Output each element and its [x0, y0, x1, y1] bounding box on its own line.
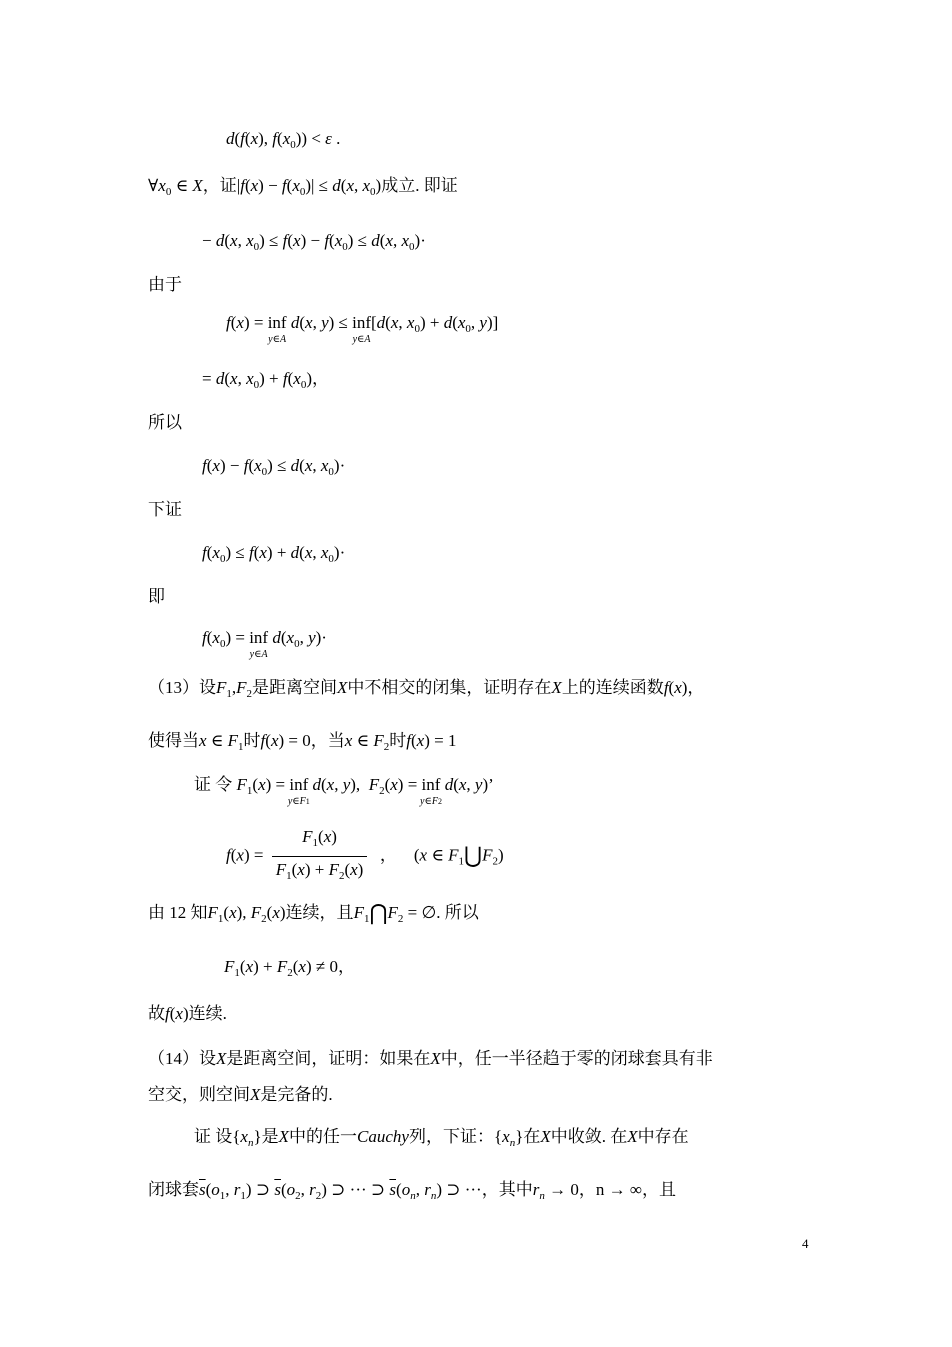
text-suo-yi-2: . 所以: [436, 903, 479, 922]
equation-f-fraction: f(x) = $\frac{F_1(x)}{F_1(x) + F_2(x)}$ ， (x ∈ $F_1⋃F_2$): [226, 826, 504, 887]
p14-text-7: 列，下证：: [408, 1127, 494, 1146]
text-xia-zheng: 下证: [148, 500, 182, 519]
text-lian-xu-end: 连续.: [188, 1004, 227, 1023]
p14-text-3: 空交，则空间: [148, 1085, 250, 1104]
problem-13-label: （13）设: [148, 678, 216, 697]
page-number: 4: [802, 1236, 809, 1251]
equation-f-x0-inf: $f(x_0)$ = inf y∈A $d(x_0$, y)·: [202, 628, 327, 660]
proof-14-label: 证 设: [194, 1127, 233, 1146]
statement-continuity: 由 12 知$F_1(x)$, $F_2(x)$连续，且$F_1⋂F_2$ = ∅. 所以: [148, 900, 479, 925]
proof-13-definition: 证 令 $F_1(x)$ = inf y∈F1 d(x, y), $F_2(x)$ = inf y∈F2 d(x, y)’: [194, 775, 494, 807]
problem-14-statement: （14）设X是距离空间，证明：如果在X中，任一半径趋于零的闭球套具有非: [148, 1049, 713, 1068]
p14-text-8: 在: [523, 1127, 541, 1146]
p13-text-2: 中不相交的闭集，证明存在: [347, 678, 552, 697]
p14-text-2: 中，任一半径趋于零的闭球套具有非: [440, 1049, 713, 1068]
statement-for-all-x0: $\forall x_0$ ∈ X，证$|f(x) - f(x_0)| \le d(x$, $x_0$)成立. 即证: [148, 176, 458, 198]
proof-13-label: 证 令: [194, 775, 233, 794]
problem-14-statement-cont: 空交，则空间X是完备的.: [148, 1085, 333, 1104]
proof-14-start: 证 设$\{x_n\}$是X中的任一Cauchy列，下证：$\{x_n\}$在X中收敛. 在X中存在: [194, 1127, 689, 1149]
p14-text-6: 中的任一: [289, 1127, 358, 1146]
proof-14-ball-sequence: 闭球套$\overline{s}(o_1$, $r_1$) ⊃ $\overline{s}(o_2$, $r_2$) ⊃ ··· ⊃ $\overline{s}(o_n$, $r_n$) ⊃ ···，其中$r_n \to 0$，n → ∞，且: [148, 1180, 676, 1202]
text-lian-xu-qie: 连续，且: [285, 903, 354, 922]
p14-text-10: 中存在: [637, 1127, 689, 1146]
text-suo-yi: 所以: [148, 413, 182, 432]
p13-text-6: ，当: [310, 731, 345, 750]
equation-sum-result: = d(x, $x_0) + f(x_0)$，: [202, 369, 329, 391]
zheng-text: 证: [219, 176, 237, 195]
equation-inf-bound: f(x) = inf y∈A d(x, y) ≤ inf y∈A [d(x, $x_0) + d(x_0$, y)]: [226, 313, 499, 345]
cheng-li-text: 成立. 即证: [381, 176, 458, 195]
p13-text-5: 时: [243, 731, 261, 750]
p14-text-5: 是: [261, 1127, 279, 1146]
text-qi-zhong: 其中: [498, 1180, 533, 1199]
equation-lower-bound: $f(x_0) \le f(x) + d(x$, $x_0)\cdot$: [202, 543, 346, 565]
p14-text-1: 是距离空间，证明：如果在: [226, 1049, 431, 1068]
text-tail: ，n → ∞，且: [578, 1180, 676, 1199]
problem-14-label: （14）设: [148, 1049, 216, 1068]
conclusion-13: 故f(x)连续.: [148, 1004, 227, 1023]
text-you-12-zhi: 由 12 知: [148, 903, 208, 922]
text-bi-qiu-tao: 闭球套: [148, 1180, 199, 1199]
problem-13-condition: 使得当x ∈ $F_1$时f(x) = 0，当x ∈ $F_2$时f(x) = 1: [148, 731, 457, 753]
p13-text-3: 上的连续函数: [561, 678, 664, 697]
p13-text-4: 使得当: [148, 731, 199, 750]
p13-text-7: 时: [389, 731, 407, 750]
p14-text-9: 中收敛. 在: [550, 1127, 628, 1146]
problem-13-statement: （13）设$F_1,F_2$是距离空间X中不相交的闭集，证明存在X上的连续函数f(x)，: [148, 678, 705, 700]
equation-d-f-less-epsilon: d(f(x), $f(x_0)) < \varepsilon$ .: [226, 129, 341, 151]
p14-text-4: 是完备的.: [260, 1085, 333, 1104]
equation-sum-nonzero: $F_1(x) + F_2(x) \ne 0$，: [224, 957, 355, 979]
cauchy-text: Cauchy: [357, 1127, 409, 1146]
equation-upper-bound: $f(x) - f(x_0) \le d(x$, $x_0)\cdot$: [202, 456, 346, 478]
fraction: $\frac{F_1(x)}{F_1(x) + F_2(x)}$: [272, 826, 368, 887]
text-ji: 即: [148, 587, 165, 606]
equation-two-sided-bound: − d(x, $x_0) \le f(x) - f(x_0) \le d(x$, $x_0)\cdot$: [202, 231, 426, 253]
p13-text-1: 是距离空间: [252, 678, 338, 697]
text-gu: 故: [148, 1004, 165, 1023]
text-you-yu: 由于: [148, 275, 182, 294]
